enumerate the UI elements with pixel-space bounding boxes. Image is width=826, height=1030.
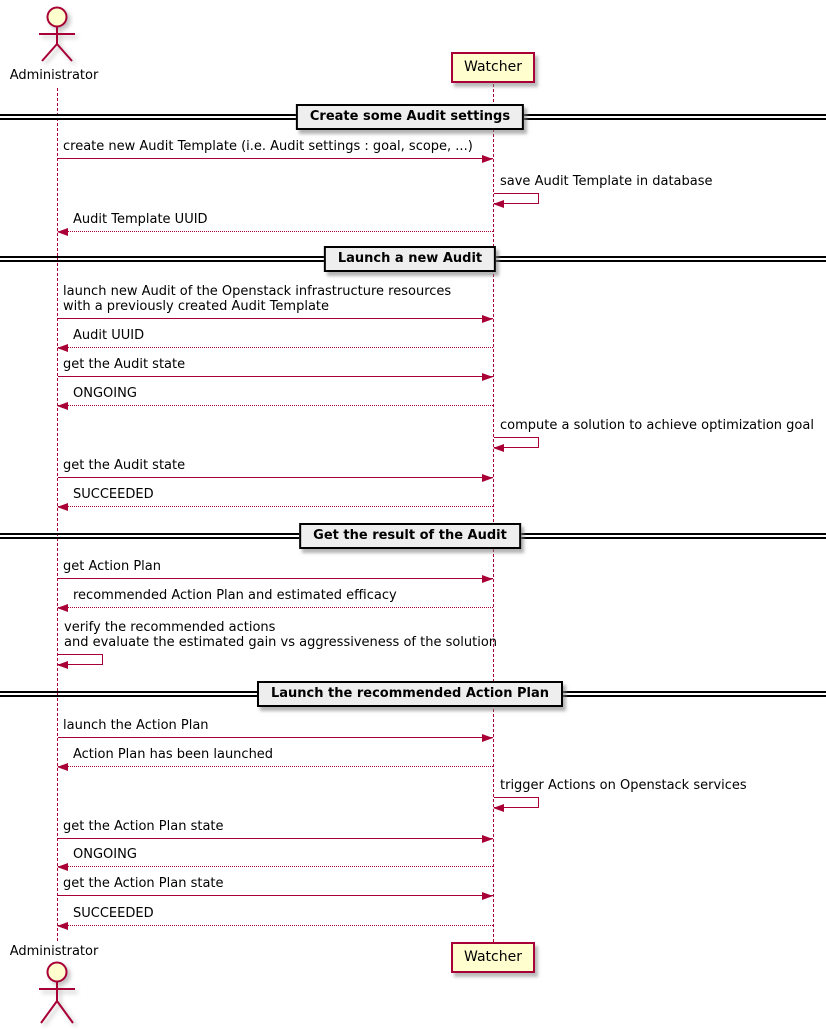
self-message-label [500,418,814,433]
section-divider: Launch a new Audit [324,246,496,272]
actor-icon [27,6,87,64]
message-label [63,718,209,733]
participant-watcher-bottom: Watcher [451,942,535,973]
arrowhead-left-icon [57,344,68,352]
message-label [73,487,154,502]
message-text-line: get the Action Plan state [63,819,224,834]
arrowhead-right-icon [482,892,493,900]
message-text-line: launch the Action Plan [63,718,209,733]
message-text-line: launch new Audit of the Openstack infrastructure resources [63,284,452,299]
message-text-line: with a previously created Audit Template [63,299,330,314]
message-text-line: Action Plan has been launched [73,747,274,762]
message-line [58,838,493,839]
message-line [58,766,493,767]
arrowhead-right-icon [482,474,493,482]
message-label [73,386,137,401]
message-text-line: ONGOING [73,386,137,401]
message-text-line: get the Audit state [63,458,186,473]
message-text-line: trigger Actions on Openstack services [500,778,747,793]
arrowhead-left-icon [57,922,68,930]
self-arrowhead-left-icon [493,200,504,208]
self-message-label [500,778,747,793]
arrowhead-right-icon [482,315,493,323]
arrowhead-left-icon [57,863,68,871]
message-text-line: recommended Action Plan and estimated efficacy [73,588,397,603]
message-text-line: Audit Template UUID [73,212,208,227]
message-text-line: verify the recommended actions [64,620,276,635]
actor-label-bottom: Administrator [9,944,99,959]
message-label [63,876,224,891]
message-line [58,506,493,507]
message-line [58,866,493,867]
message-line [58,737,493,738]
message-line [58,158,493,159]
message-text-line: ONGOING [73,847,137,862]
message-label [63,458,185,473]
message-label [73,906,154,921]
section-divider: Get the result of the Audit [299,523,521,549]
arrowhead-left-icon [57,402,68,410]
participant-watcher-top: Watcher [451,52,535,83]
arrowhead-left-icon [57,503,68,511]
self-arrowhead-left-icon [57,661,68,669]
message-text-line: compute a solution to achieve optimization goal [500,418,814,433]
message-text-line: SUCCEEDED [73,906,154,921]
message-line [58,376,493,377]
lifeline-administrator [57,88,58,941]
section-divider: Create some Audit settings [296,104,524,130]
message-label [63,357,185,372]
message-text-line: SUCCEEDED [73,487,154,502]
message-label [63,139,473,154]
message-line [58,231,493,232]
message-line [58,318,493,319]
arrowhead-right-icon [482,734,493,742]
arrowhead-right-icon [482,835,493,843]
self-arrowhead-left-icon [493,804,504,812]
message-text-line: Audit UUID [73,328,145,343]
lifeline-watcher [493,84,494,942]
message-line [58,405,493,406]
arrowhead-left-icon [57,763,68,771]
message-text-line: save Audit Template in database [500,174,713,189]
self-message-label [500,174,713,189]
arrowhead-left-icon [57,228,68,236]
message-line [58,895,493,896]
arrowhead-right-icon [482,373,493,381]
message-label [63,284,451,314]
self-arrowhead-left-icon [493,444,504,452]
message-line [58,925,493,926]
message-label [73,588,397,603]
message-label [63,559,161,574]
message-text-line: get Action Plan [63,559,161,574]
message-text-line: create new Audit Template (i.e. Audit settings : goal, scope, ...) [63,139,473,154]
section-divider: Launch the recommended Action Plan [257,681,563,707]
message-text-line: and evaluate the estimated gain vs aggressiveness of the solution [64,635,498,650]
message-text-line: get the Audit state [63,357,186,372]
actor-label-top: Administrator [9,68,99,83]
message-line [58,607,493,608]
message-label [73,328,144,343]
message-line [58,477,493,478]
message-label [73,212,208,227]
message-line [58,347,493,348]
message-label [73,747,273,762]
message-label [73,847,137,862]
message-line [58,578,493,579]
arrowhead-right-icon [482,155,493,163]
actor-icon [27,961,87,1027]
self-message-label [64,620,497,650]
message-text-line: get the Action Plan state [63,876,224,891]
message-label [63,819,224,834]
arrowhead-left-icon [57,604,68,612]
arrowhead-right-icon [482,575,493,583]
